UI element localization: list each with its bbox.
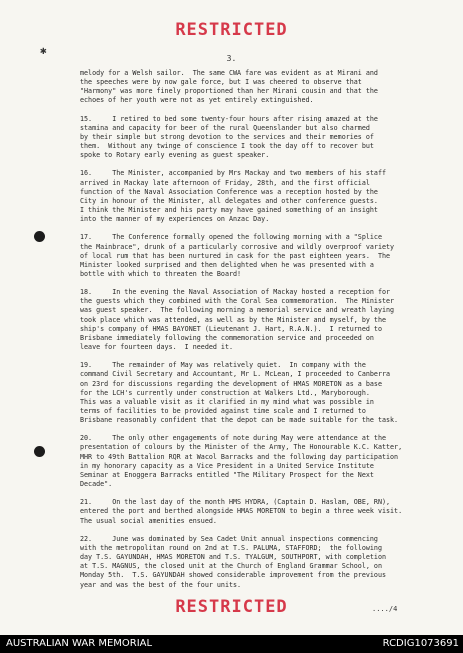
paragraph [80, 535, 420, 590]
text-line: them. Without any twinge of conscience I took the day off to recover but [80, 142, 374, 151]
text-line: into the manner of my experiences on Anzac Day. [80, 215, 270, 224]
text-line: Monday 5th. T.S. GAYUNDAH showed considerable improvement from the previous [80, 571, 386, 580]
text-line: MHR to 49th Battalion RQR at Wacol Barracks and the following day participation [80, 452, 399, 461]
text-line: 19. The remainder of May was relatively quiet. In company with the [80, 361, 366, 370]
text-line: "Harmony" was more finely proportioned than her Mirani cousin and that the [80, 87, 378, 96]
text-line: command Civil Secretary and Accountant, Mr L. McLean, I proceeded to Canberra [80, 370, 391, 379]
text-line: on 23rd for discussions regarding the development of HMAS MORETON as a base [80, 379, 382, 388]
text-line: 15. I retired to bed some twenty-four hours after rising amazed at the [80, 114, 378, 123]
paragraph [80, 288, 420, 352]
text-line: took place which was attended, as well as by the Minister and myself, by the [80, 315, 386, 324]
text-line: the Mainbrace", drunk of a particularly corrosive and wildly overproof variety [80, 242, 395, 251]
text-line: 17. The Conference formally opened the following morning with a "Splice [80, 233, 382, 242]
text-line: 16. The Minister, accompanied by Mrs Mackay and two members of his staff [80, 169, 386, 178]
classification-stamp-top: RESTRICTED [175, 20, 288, 40]
text-line: Brisbane reasonably confident that the depot can be made suitable for the task. [80, 416, 399, 425]
archive-name: AUSTRALIAN WAR MEMORIAL [6, 638, 153, 649]
classification-stamp-bottom: RESTRICTED [175, 597, 288, 617]
punch-hole-bottom [34, 446, 45, 457]
text-line: Minister looked surprised and then delighted when he was presented with a [80, 260, 374, 269]
punch-hole-top [34, 231, 45, 242]
text-line: by their simple but strong devotion to the services and their memories of [80, 132, 374, 141]
text-line: spoke to Rotary early evening as guest speaker. [80, 151, 270, 160]
paragraph [80, 498, 420, 525]
text-line: Decade". [80, 480, 113, 489]
text-line: for the LCH's currently under construction at Walkers Ltd., Maryborough. [80, 388, 370, 397]
text-line: entered the port and berthed alongside HMAS MORETON to begin a three week visit. [80, 507, 403, 516]
text-line: was guest speaker. The following morning a memorial service and wreath laying [80, 306, 395, 315]
page-number: 3. [226, 54, 237, 63]
text-line: The usual social amenities ensued. [80, 516, 217, 525]
text-line: echoes of her youth were not as yet entirely extinguished. [80, 96, 314, 105]
text-line: stamina and capacity for beer of the rural Queenslander but also charmed [80, 123, 370, 132]
text-line: 20. The only other engagements of note during May were attendance at the [80, 434, 386, 443]
paragraph [80, 361, 420, 425]
text-line: melody for a Welsh sailor. The same CWA fare was evident as at Mirani and [80, 69, 378, 77]
text-line: leave for fourteen days. I needed it. [80, 343, 233, 352]
paragraph [80, 233, 420, 279]
text-line: 21. On the last day of the month HMS HYDRA, (Captain D. Haslam, OBE, RN), [80, 498, 391, 507]
text-line: year and was the best of the four units. [80, 580, 242, 589]
text-line: City in honour of the Minister, all delegates and other conference guests. [80, 196, 378, 205]
text-line: ship's company of HMAS BAYONET (Lieutenant J. Hart, R.A.N.). I returned to [80, 324, 382, 333]
paragraph [80, 434, 420, 489]
text-line: Brisbane immediately following the commemoration service and proceeded on [80, 333, 374, 342]
margin-mark: ✱ [40, 44, 47, 57]
paragraph [80, 169, 420, 224]
text-line: with the metropolitan round on 2nd at T.S. PALUMA, STAFFORD; the following [80, 543, 382, 552]
text-line: the speeches were by now gale force, but I was cheered to observe that [80, 78, 362, 87]
text-line: 18. In the evening the Naval Association of Mackay hosted a reception for [80, 288, 391, 297]
text-line: day T.S. GAYUNDAH, HMAS MORETON and T.S. TYALGUM, SOUTHPORT, with completion [80, 553, 386, 562]
text-line: of local rum that has been nurtured in cask for the past eighteen years. The [80, 251, 391, 260]
archive-bar [0, 635, 463, 653]
text-line: function of the Naval Association Conference was a reception hosted by the [80, 187, 378, 196]
text-line: I think the Minister and his party may have gained something of an insight [80, 206, 378, 215]
continuation-mark: ..../4 [372, 605, 398, 613]
document-body [80, 69, 420, 599]
archive-reference: RCDIG1073691 [382, 638, 459, 649]
text-line: presentation of colours by the Minister of the Army, The Honourable K.C. Katter, [80, 443, 403, 452]
text-line: bottle with which to threaten the Board! [80, 269, 242, 278]
paragraph [80, 69, 420, 106]
text-line: at T.S. MAGNUS, the closed unit at the Church of England Grammar School, on [80, 562, 382, 571]
text-line: arrived in Mackay late afternoon of Friday, 28th, and the first official [80, 178, 370, 187]
text-line: the guests which they combined with the Coral Sea commemoration. The Minister [80, 297, 395, 306]
paragraph [80, 115, 420, 161]
text-line: in my honorary capacity as a Vice President in a United Service Institute [80, 461, 374, 470]
text-line: Seminar at Enoggera Barracks entitled "The Military Prospect for the Next [80, 470, 374, 479]
text-line: 22. June was dominated by Sea Cadet Unit annual inspections commencing [80, 534, 378, 543]
text-line: terms of facilities to be provided against time scale and I returned to [80, 407, 366, 415]
text-line: This was a valuable visit as it clarified in my mind what was possible in [80, 397, 374, 406]
